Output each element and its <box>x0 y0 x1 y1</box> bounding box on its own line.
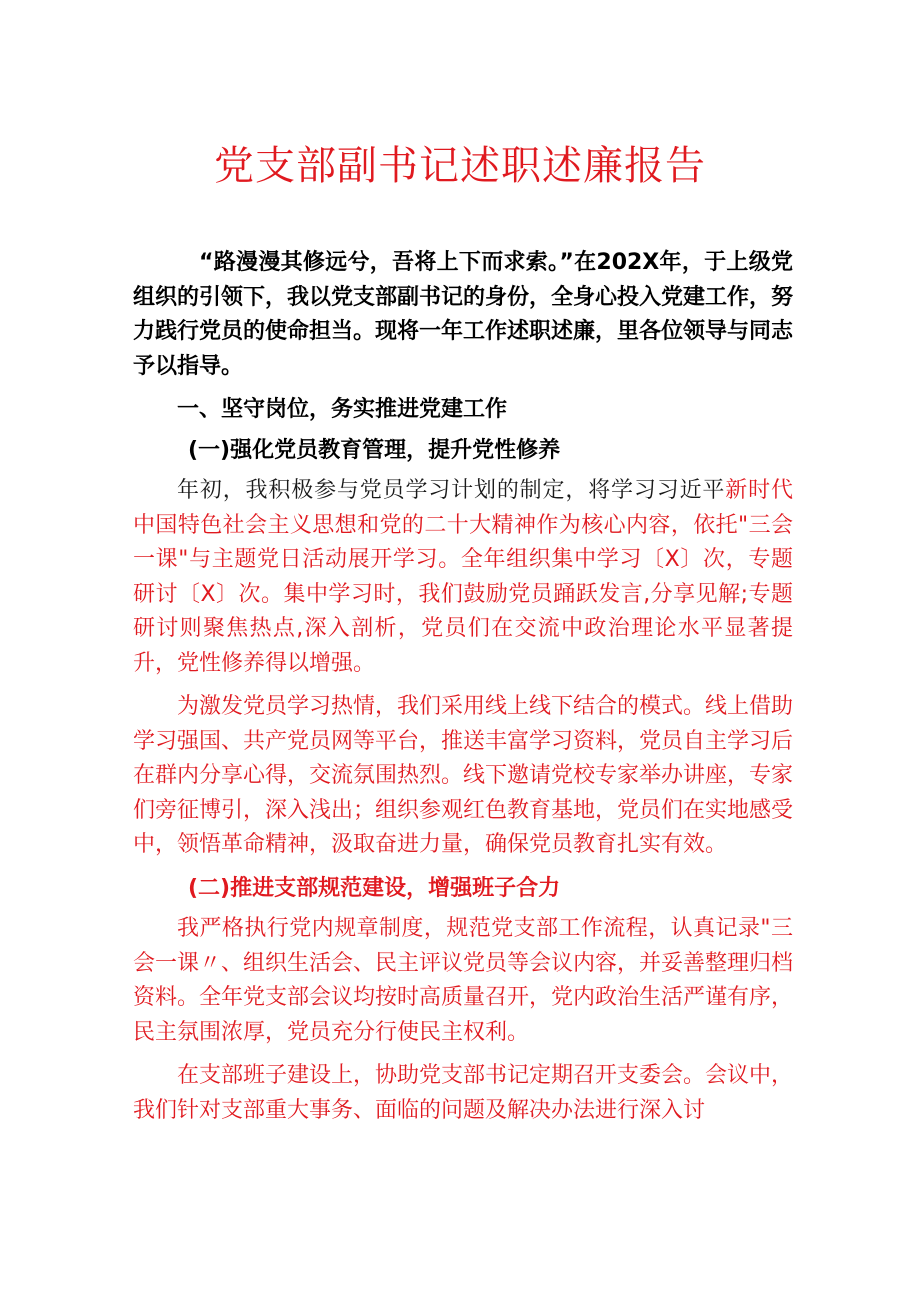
paragraph-regulations: 我严格执行党内规章制度，规范党支部工作流程，认真记录"三会一课〃、组织生活会、民主评议党员等会议内容，并妥善整理归档资料。全年党支部会议均按时高质量召开，党内政治生活严谨有序，民主氛围浓厚，党员充分行使民主权利。 <box>133 916 794 1045</box>
subsection-heading-1: (一)强化党员教育管理，提升党性修养 <box>188 437 561 463</box>
paragraph-study-plan-rest: 新时代中国特色社会主义思想和党的二十大精神作为核心内容，依托"三会一课"与主题党日活动展开学习。全年组织集中学习〔X〕次，专题研讨〔X〕次。集中学习时，我们鼓励党员踊跃发言,分享见解;专题研讨则聚焦热点,深入剖析，党员们在交流中政治理论水平显著提升，党性修养得以增强。 <box>133 478 793 676</box>
document-body <box>133 246 793 1137</box>
section-heading-1: 一、坚守岗位，务实推进党建工作 <box>177 397 508 422</box>
document-title: 党支部副书记述职述廉报告 <box>214 143 706 189</box>
intro-paragraph: “路漫漫其修远兮，吾将上下而求索。”在202X年，于上级党组织的引领下，我以党支部副书记的身份，全身心投入党建工作，努力践行党员的使命担当。现将一年工作述职述廉，里各位领导与同志予以指导。 <box>133 250 794 379</box>
paragraph-committee: 在支部班子建设上，协助党支部书记定期召开支委会。会议中，我们针对支部重大事务、面临的问题及解决办法进行深入讨 <box>133 1063 794 1123</box>
paragraph-study-plan-lead: 年初，我积极参与党员学习计划的制定，将学习习近平 <box>177 478 726 503</box>
paragraph-study-plan <box>133 474 793 681</box>
paragraph-online-offline: 为激发党员学习热情，我们采用线上线下结合的模式。线上借助学习强国、共产党员网等平台，推送丰富学习资料，党员自主学习后在群内分享心得，交流氛围热烈。线下邀请党校专家举办讲座，专家们旁征博引，深入浅出；组织参观红色教育基地，党员们在实地感受中，领悟革命精神，汲取奋进力量，确保党员教育扎实有效。 <box>133 694 794 857</box>
subsection-heading-2: (二)推进支部规范建设，增强班子合力 <box>188 875 561 901</box>
